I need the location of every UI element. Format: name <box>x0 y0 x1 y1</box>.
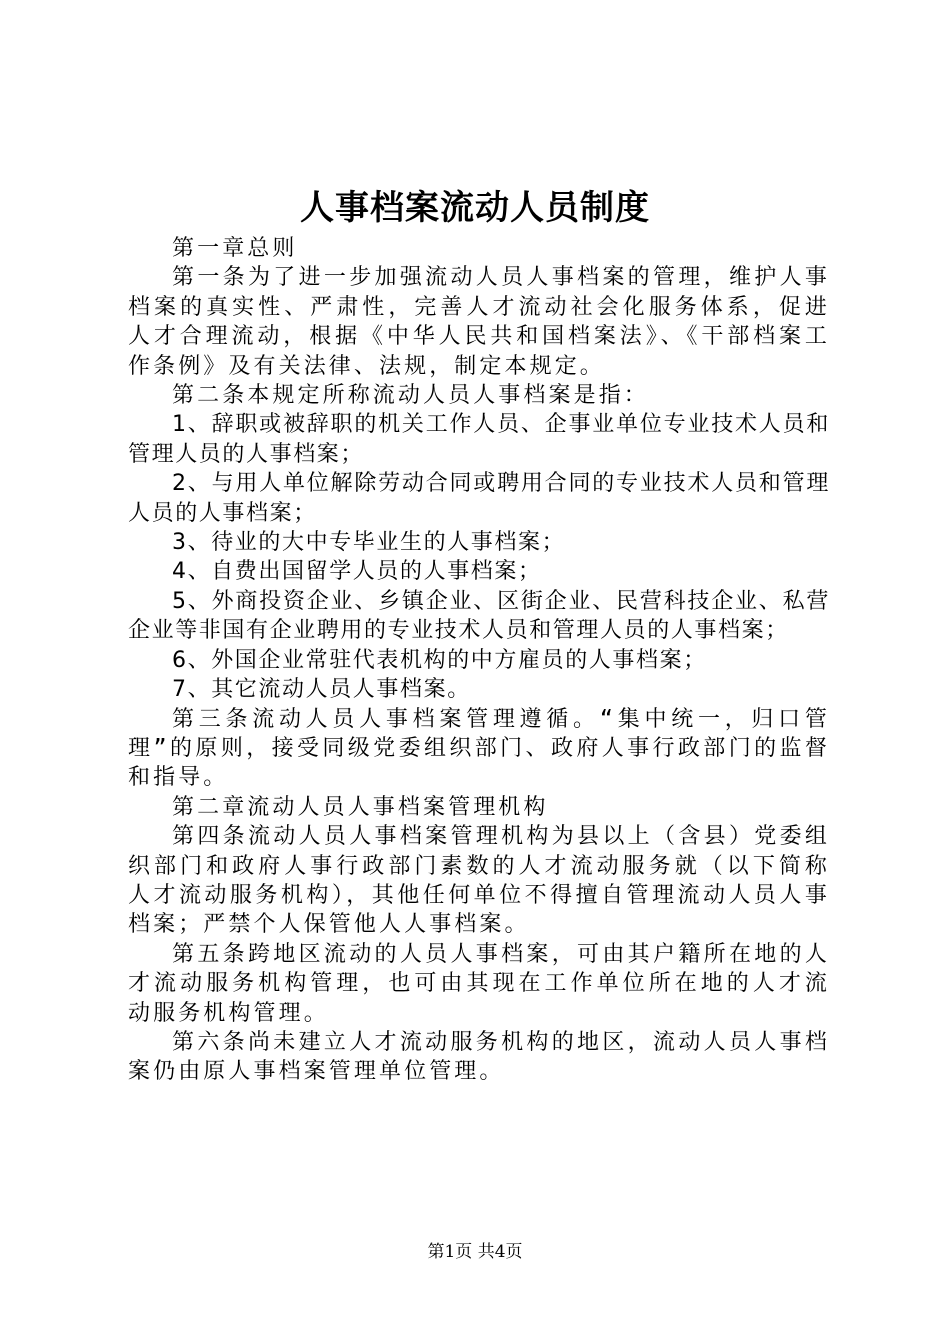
article-paragraph: 第四条流动人员人事档案管理机构为县以上（含县）党委组织部门和政府人事行政部门素数的人才流动服务就（以下简称人才流动服务机构），其他任何单位不得擅自管理流动人员人事档案；严禁个人保管他人人事档案。 <box>128 824 830 938</box>
list-item: 2、与用人单位解除劳动合同或聘用合同的专业技术人员和管理人员的人事档案； <box>128 471 830 526</box>
list-item: 5、外商投资企业、乡镇企业、区街企业、民营科技企业、私营企业等非国有企业聘用的专业技术人员和管理人员的人事档案； <box>128 588 830 644</box>
article-paragraph: 第一条为了进一步加强流动人员人事档案的管理，维护人事档案的真实性、严肃性，完善人才流动社会化服务体系，促进人才合理流动，根据《中华人民共和国档案法》、《干部档案工作条例》及有关法律、法规，制定本规定。 <box>128 265 830 379</box>
chapter-heading: 第一章总则 <box>172 236 298 261</box>
article-paragraph: 第三条流动人员人事档案管理遵循。“集中统一，归口管理”的原则，接受同级党委组织部门、政府人事行政部门的监督和指导。 <box>128 706 830 791</box>
list-item: 3、待业的大中专毕业生的人事档案； <box>172 530 566 556</box>
article-paragraph: 第二条本规定所称流动人员人事档案是指： <box>172 383 649 409</box>
article-paragraph: 第六条尚未建立人才流动服务机构的地区，流动人员人事档案仍由原人事档案管理单位管理。 <box>128 1029 830 1085</box>
article-paragraph: 第五条跨地区流动的人员人事档案，可由其户籍所在地的人才流动服务机构管理，也可由其现在工作单位所在地的人才流动服务机构管理。 <box>128 941 830 1026</box>
list-item: 1、辞职或被辞职的机关工作人员、企事业单位专业技术人员和管理人员的人事档案； <box>128 412 830 467</box>
document-body <box>128 234 830 1087</box>
page-footer: 第1页 共4页 <box>427 1242 523 1262</box>
list-item: 6、外国企业常驻代表机构的中方雇员的人事档案； <box>172 647 707 673</box>
document-title: 人事档案流动人员制度 <box>300 188 650 228</box>
list-item: 7、其它流动人员人事档案。 <box>172 677 471 703</box>
chapter-heading: 第二章流动人员人事档案管理机构 <box>172 794 549 820</box>
list-item: 4、自费出国留学人员的人事档案； <box>172 559 542 585</box>
